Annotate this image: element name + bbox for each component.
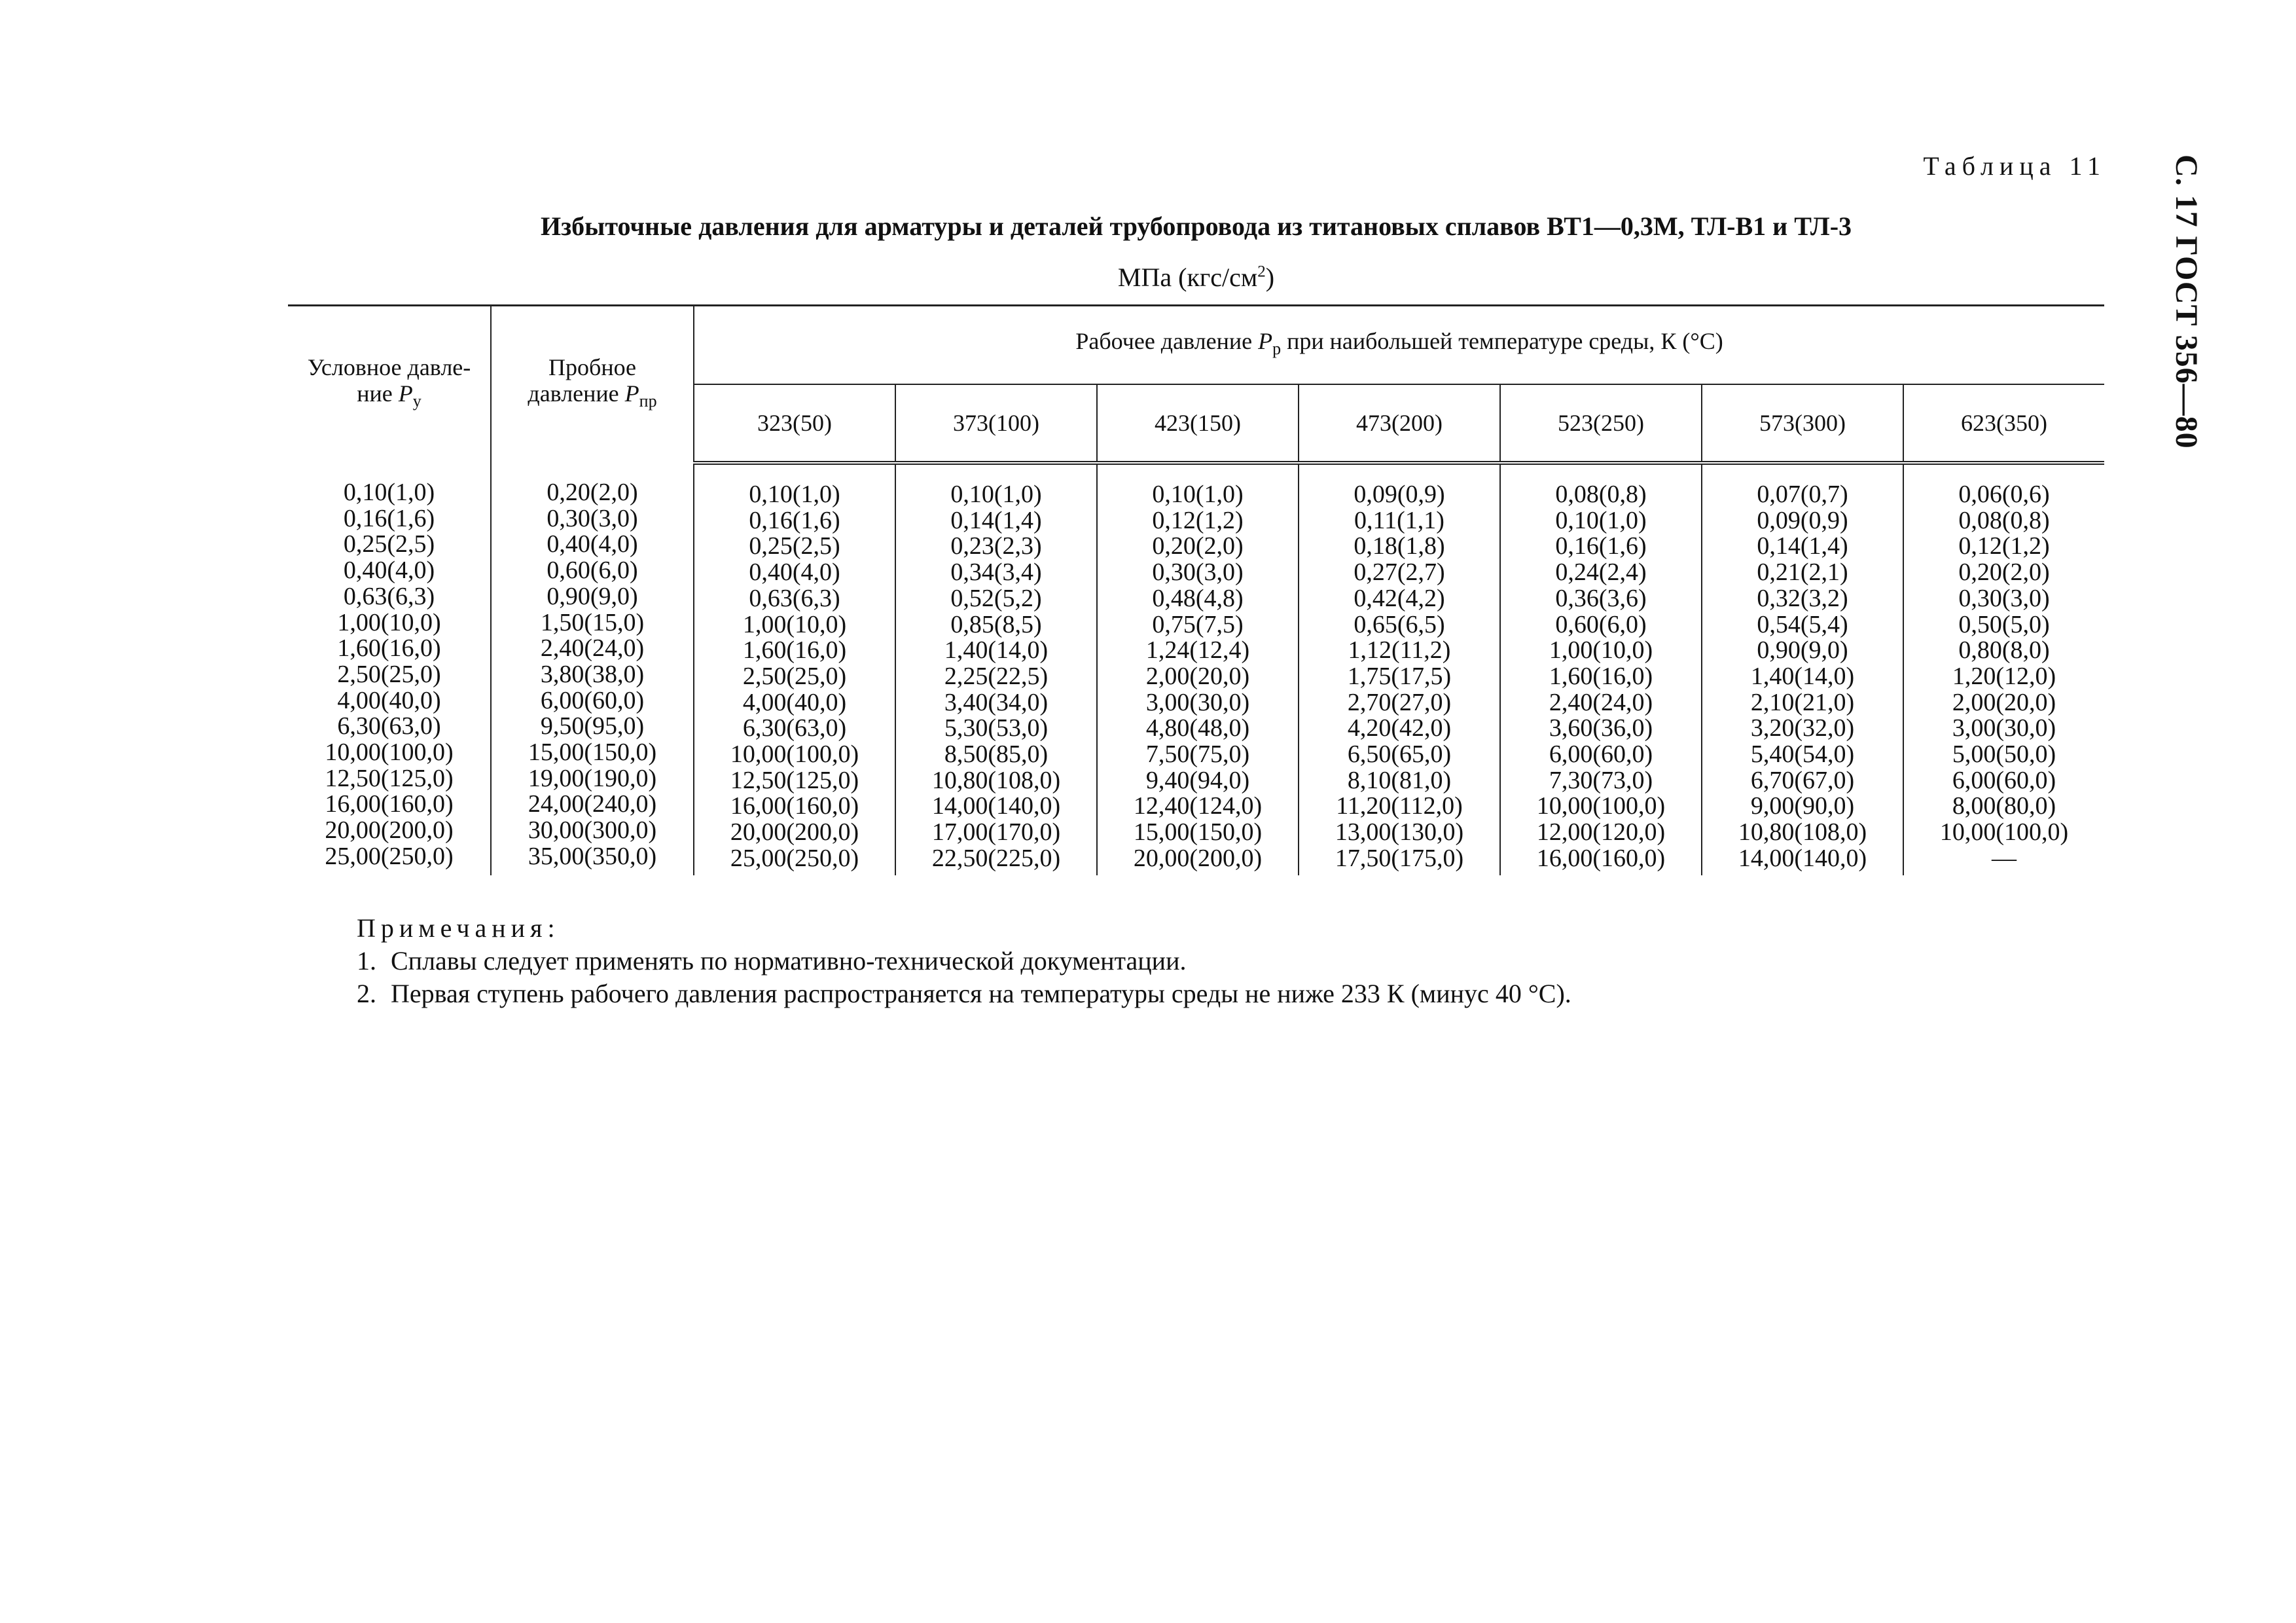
- table-cell: 2,00(20,0): [1952, 688, 2056, 716]
- table-cell: 20,00(200,0): [730, 818, 859, 847]
- table-cell: 1,60(16,0): [742, 636, 847, 665]
- table-cell: 14,00(140,0): [931, 792, 1061, 820]
- table-cell: 2,50(25,0): [742, 662, 847, 690]
- notes: [357, 912, 1571, 1010]
- table-cell: 0,14(1,4): [950, 506, 1042, 534]
- table-cell: 1,24(12,4): [1145, 636, 1250, 665]
- table-cell: 3,00(30,0): [1952, 714, 2056, 742]
- table-cell: 15,00(150,0): [1133, 818, 1263, 847]
- temperature-header: 323(50): [694, 384, 895, 463]
- table-cell: 0,20(2,0): [547, 479, 638, 506]
- table-cell: 12,00(120,0): [1536, 818, 1666, 847]
- note-number: 2.: [357, 979, 376, 1008]
- note-item: [357, 945, 1571, 977]
- table-cell: 4,00(40,0): [742, 688, 847, 716]
- table-cell: 25,00(250,0): [325, 842, 454, 870]
- table-cell: 0,90(9,0): [1757, 636, 1848, 665]
- table-cell: 7,50(75,0): [1145, 740, 1250, 769]
- table-cell: 16,00(160,0): [1536, 844, 1666, 872]
- table-cell: 0,20(2,0): [1958, 558, 2050, 587]
- table-cell: 0,10(1,0): [1555, 506, 1647, 534]
- column-working-573: [1702, 463, 1903, 875]
- table-cell: 3,00(30,0): [1145, 688, 1250, 716]
- temperature-header: 523(250): [1500, 384, 1702, 463]
- table-cell: 0,36(3,6): [1555, 584, 1647, 612]
- table-cell: 0,40(4,0): [343, 556, 435, 585]
- header-test-line1: Пробное: [548, 354, 636, 381]
- table-cell: 3,60(36,0): [1549, 714, 1653, 742]
- table-units: [288, 262, 2104, 293]
- table-cell: 14,00(140,0): [1738, 844, 1867, 872]
- table-cell: 0,50(5,0): [1958, 610, 2050, 638]
- table-cell: 16,00(160,0): [730, 792, 859, 820]
- table-cell: 0,80(8,0): [1958, 636, 2050, 665]
- table-cell: 1,12(11,2): [1348, 636, 1451, 665]
- table-cell: 0,10(1,0): [1152, 481, 1244, 508]
- table-cell: 10,00(100,0): [730, 740, 859, 769]
- table-cell: 22,50(225,0): [931, 844, 1061, 872]
- table-cell: 0,16(1,6): [749, 506, 840, 534]
- table-cell: 0,06(0,6): [1958, 481, 2050, 508]
- header-working-before: Рабочее давление: [1075, 327, 1259, 354]
- header-test-pressure: [491, 306, 694, 464]
- table-cell: 35,00(350,0): [528, 842, 657, 870]
- table-cell: 6,70(67,0): [1750, 766, 1855, 794]
- header-test-sub: пр: [639, 392, 657, 411]
- note-number: 1.: [357, 946, 376, 976]
- table-cell: 8,10(81,0): [1347, 766, 1452, 794]
- table-cell: 11,20(112,0): [1336, 792, 1463, 820]
- column-working-473: [1299, 463, 1500, 875]
- table-cell: 0,25(2,5): [749, 532, 840, 560]
- header-working-after: при наибольшей температуре среды, К (°С): [1281, 327, 1723, 354]
- units-text: МПа (кгс/см: [1117, 263, 1258, 292]
- table-cell: 15,00(150,0): [528, 739, 657, 767]
- table-cell: 5,40(54,0): [1750, 740, 1855, 769]
- temperature-header: 573(300): [1702, 384, 1903, 463]
- column-working-523: [1500, 463, 1702, 875]
- table-cell: 0,40(4,0): [749, 558, 840, 587]
- table-cell: 0,60(6,0): [547, 556, 638, 585]
- table-cell: 13,00(130,0): [1335, 818, 1464, 847]
- table-cell: 9,50(95,0): [540, 712, 645, 740]
- header-nominal-word: ние: [357, 380, 399, 407]
- table-cell: 17,50(175,0): [1335, 844, 1464, 872]
- header-nominal-pressure: [288, 306, 491, 464]
- table-cell: 1,40(14,0): [944, 636, 1049, 665]
- table-cell: 0,10(1,0): [950, 481, 1042, 508]
- table-title: Избыточные давления для арматуры и деталей трубопровода из титановых сплавов ВТ1—0,3М, ТЛ-В1 и ТЛ-3: [540, 211, 1852, 241]
- table-cell: 10,00(100,0): [1536, 792, 1666, 820]
- table-cell: 0,40(4,0): [547, 530, 638, 558]
- table-cell: 0,65(6,5): [1354, 610, 1445, 638]
- table-cell: 1,50(15,0): [540, 608, 645, 636]
- table-cell: 6,50(65,0): [1347, 740, 1452, 769]
- pressure-table: [288, 304, 2104, 875]
- table-cell: 3,40(34,0): [944, 688, 1049, 716]
- temperature-header: 373(100): [895, 384, 1097, 463]
- table-cell: 8,00(80,0): [1952, 792, 2056, 820]
- table-cell: 0,63(6,3): [343, 582, 435, 610]
- table-cell: 4,80(48,0): [1145, 714, 1250, 742]
- table-cell: 0,21(2,1): [1757, 558, 1848, 587]
- table-cell: 20,00(200,0): [1133, 844, 1263, 872]
- header-working-sub: р: [1272, 339, 1282, 359]
- header-test-var: P: [624, 380, 639, 407]
- table-cell: 5,00(50,0): [1952, 740, 2056, 769]
- table-cell: 0,30(3,0): [1152, 558, 1244, 587]
- header-nominal-line1: Условное давле-: [307, 354, 471, 381]
- table-cell: 0,34(3,4): [950, 558, 1042, 587]
- table-cell: 24,00(240,0): [528, 790, 657, 818]
- table-cell: 0,30(3,0): [547, 504, 638, 532]
- table-cell: 10,80(108,0): [1738, 818, 1867, 847]
- table-cell: 6,30(63,0): [337, 712, 441, 740]
- table-cell: 4,00(40,0): [337, 686, 441, 714]
- table-cell: 0,63(6,3): [749, 584, 840, 612]
- column-test-pressure: [491, 463, 694, 875]
- table-cell: 0,16(1,6): [1555, 532, 1647, 560]
- table-cell: 1,20(12,0): [1952, 662, 2056, 690]
- table-cell: 0,08(0,8): [1958, 506, 2050, 534]
- table-cell: 1,00(10,0): [337, 608, 441, 636]
- units-close: ): [1265, 263, 1275, 292]
- table-cell: 12,50(125,0): [325, 764, 454, 792]
- temperature-header: 423(150): [1097, 384, 1299, 463]
- header-nominal-sub: у: [412, 392, 422, 411]
- units-superscript: 2: [1257, 263, 1266, 281]
- table-cell: 1,60(16,0): [337, 634, 441, 663]
- table-cell: 10,00(100,0): [1939, 818, 2069, 847]
- table-cell: 6,00(60,0): [540, 686, 645, 714]
- table-cell: 0,07(0,7): [1757, 481, 1848, 508]
- table-cell: 0,20(2,0): [1152, 532, 1244, 560]
- table-cell: 0,09(0,9): [1354, 481, 1445, 508]
- table-cell: 1,60(16,0): [1549, 662, 1653, 690]
- header-test-line2: [492, 380, 693, 414]
- table-cell: 12,40(124,0): [1133, 792, 1263, 820]
- table-cell: 0,90(9,0): [547, 582, 638, 610]
- table-body-row: [288, 463, 2104, 875]
- table-cell: —: [1992, 844, 2017, 872]
- table-cell: 3,80(38,0): [540, 660, 645, 688]
- table-cell: 25,00(250,0): [730, 844, 859, 872]
- note-item: [357, 977, 1571, 1010]
- table-cell: 9,00(90,0): [1750, 792, 1855, 820]
- table-cell: 4,20(42,0): [1347, 714, 1452, 742]
- table-cell: 1,40(14,0): [1750, 662, 1855, 690]
- table-cell: 0,14(1,4): [1757, 532, 1848, 560]
- table-cell: 1,75(17,5): [1347, 662, 1452, 690]
- table-cell: 8,50(85,0): [944, 740, 1049, 769]
- table-cell: 0,12(1,2): [1958, 532, 2050, 560]
- notes-title: Примечания:: [357, 913, 560, 943]
- table-cell: 2,25(22,5): [944, 662, 1049, 690]
- page-header: [2139, 155, 2217, 449]
- note-text: Первая ступень рабочего давления распространяется на температуры среды не ниже 233 К (минус 40 °С).: [391, 979, 1571, 1008]
- table-cell: 2,10(21,0): [1750, 688, 1855, 716]
- table-cell: 30,00(300,0): [528, 816, 657, 845]
- table-cell: 0,23(2,3): [950, 532, 1042, 560]
- header-row: [288, 306, 2104, 385]
- table-cell: 0,85(8,5): [950, 610, 1042, 638]
- table-cell: 3,20(32,0): [1750, 714, 1855, 742]
- table-cell: 0,25(2,5): [343, 530, 435, 558]
- table-cell: 5,30(53,0): [944, 714, 1049, 742]
- header-test-word: давление: [528, 380, 625, 407]
- column-working-323: [694, 463, 895, 875]
- table-cell: 12,50(125,0): [730, 766, 859, 794]
- table-cell: 1,00(10,0): [1549, 636, 1653, 665]
- column-nominal-pressure: [288, 463, 491, 875]
- table-cell: 2,40(24,0): [540, 634, 645, 663]
- table-cell: 9,40(94,0): [1145, 766, 1250, 794]
- temperature-header: 473(200): [1299, 384, 1500, 463]
- table-cell: 2,40(24,0): [1549, 688, 1653, 716]
- table-cell: 0,30(3,0): [1958, 584, 2050, 612]
- table-cell: 2,70(27,0): [1347, 688, 1452, 716]
- table-cell: 0,75(7,5): [1152, 610, 1244, 638]
- header-nominal-var: P: [398, 380, 413, 407]
- table-cell: 6,00(60,0): [1549, 740, 1653, 769]
- table-cell: 2,00(20,0): [1145, 662, 1250, 690]
- temperature-header: 623(350): [1903, 384, 2104, 463]
- table-cell: 0,32(3,2): [1757, 584, 1848, 612]
- table-cell: 0,08(0,8): [1555, 481, 1647, 508]
- table-cell: 10,80(108,0): [931, 766, 1061, 794]
- table-cell: 0,10(1,0): [343, 479, 435, 506]
- column-working-423: [1097, 463, 1299, 875]
- table-cell: 0,10(1,0): [749, 481, 840, 508]
- table-cell: 0,16(1,6): [343, 504, 435, 532]
- table-cell: 0,27(2,7): [1354, 558, 1445, 587]
- table-cell: 2,50(25,0): [337, 660, 441, 688]
- table-cell: 0,12(1,2): [1152, 506, 1244, 534]
- header-working-pressure: [694, 306, 2104, 385]
- table-cell: 0,60(6,0): [1555, 610, 1647, 638]
- table-cell: 0,48(4,8): [1152, 584, 1244, 612]
- column-working-373: [895, 463, 1097, 875]
- table-cell: 0,18(1,8): [1354, 532, 1445, 560]
- column-working-623: [1903, 463, 2104, 875]
- header-nominal-line2: [288, 380, 490, 414]
- table-cell: 6,30(63,0): [742, 714, 847, 742]
- table-cell: 6,00(60,0): [1952, 766, 2056, 794]
- table-cell: 17,00(170,0): [931, 818, 1061, 847]
- table-caption: Таблица 11: [1923, 151, 2106, 181]
- table-cell: 0,42(4,2): [1354, 584, 1445, 612]
- table-cell: 16,00(160,0): [325, 790, 454, 818]
- header-working-var: P: [1258, 327, 1273, 354]
- table-cell: 0,54(5,4): [1757, 610, 1848, 638]
- table-cell: 20,00(200,0): [325, 816, 454, 845]
- note-text: Сплавы следует применять по нормативно-технической документации.: [391, 946, 1187, 976]
- table-cell: 1,00(10,0): [742, 610, 847, 638]
- table-cell: 0,52(5,2): [950, 584, 1042, 612]
- table-cell: 0,24(2,4): [1555, 558, 1647, 587]
- table-cell: 10,00(100,0): [325, 739, 454, 767]
- table-cell: 7,30(73,0): [1549, 766, 1653, 794]
- page-header-text: С. 17 ГОСТ 356—80: [2169, 155, 2204, 449]
- table-cell: 0,11(1,1): [1354, 506, 1444, 534]
- table-cell: 0,09(0,9): [1757, 506, 1848, 534]
- table-cell: 19,00(190,0): [528, 764, 657, 792]
